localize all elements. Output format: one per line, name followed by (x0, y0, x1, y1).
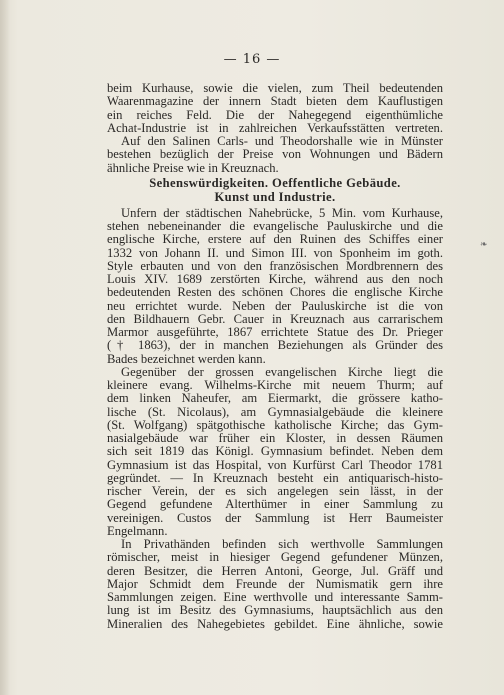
text-line: bedeutenden Resten des schönen Chores die englische Kirche (107, 285, 443, 300)
text-line: vereinigen. Custos der Sammlung ist Herr Baumeister (107, 510, 443, 525)
text-line: ähnliche Preise wie in Kreuznach. (107, 160, 279, 175)
text-line: lung ist im Besitz des Gymnasiums, hauptsächlich aus den (107, 603, 443, 618)
text-line: Gegenüber der grossen evangelischen Kirche liegt die (121, 364, 443, 379)
text-line: Gegend gefundene Alterthümer in einer Sammlung zu (107, 497, 443, 512)
paragraph-buildings (107, 366, 443, 538)
text-line: Marmor ausgeführte, 1867 errichtete Statue des Dr. Prieger (107, 325, 443, 339)
text-line: römischer, meist in hiesiger Gegend gefundener Münzen, (107, 550, 443, 565)
section-subheading: Kunst und Industrie. (214, 190, 336, 205)
text-line: gegründet. — In Kreuznach besteht ein antiquarisch-histo- (107, 470, 443, 485)
text-line: Gymnasium ist das Hospital, von Kurfürst Carl Theodor 1781 (107, 457, 443, 472)
text-line: dem linken Naheufer, am Eiermarkt, die grössere katho- (107, 391, 443, 406)
text-line: deren Besitzer, die Herren Antoni, George, Jul. Gräff und (107, 563, 443, 578)
text-line: Louis XIV. 1689 zerstörten Kirche, während aus den noch (107, 272, 443, 286)
text-line: Sammlungen zeigen. Eine werthvolle und interessante Samm- (107, 590, 443, 604)
text-line: bestehen bezüglich der Preise von Wohnungen und Bädern (107, 147, 443, 162)
text-line: Major Schmidt dem Freunde der Numismatik gern ihre (107, 576, 443, 591)
text-line: Unfern der städtischen Nahebrücke, 5 Min. vom Kurhause, (121, 205, 443, 220)
margin-mark-icon: ❧ (480, 240, 488, 250)
text-line: Waarenmagazine der innern Stadt bieten dem Kauflustigen (107, 94, 443, 109)
text-line: den Bildhauern Gebr. Cauer in Kreuznach aus carrarischem (107, 311, 443, 326)
section-heading: Sehenswürdigkeiten. Oeffentliche Gebäude. (149, 175, 401, 190)
text-line: (St. Wolfgang) spätgothische katholische Kirche; das Gym- (107, 417, 443, 432)
text-line: stehen nebeneinander die evangelische Pauluskirche und die (107, 219, 443, 233)
text-line: englische Kirche, erstere auf den Ruinen des Schiffes einer (107, 232, 443, 247)
page-number: — 16 — (223, 52, 281, 67)
text-block (107, 82, 443, 631)
text-line: sich seit 1819 das Königl. Gymnasium befindet. Neben dem (107, 444, 443, 459)
text-line: († 1863), der in manchen Beziehungen als Gründer des (107, 338, 443, 353)
text-line: rischer Verein, der es sich angelegen sein lässt, in der (107, 484, 443, 498)
text-line: Style erbauten und von den französischen Mordbrennern des (107, 258, 443, 273)
page-binding-shadow (0, 0, 10, 695)
text-line: ein reiches Feld. Die der Nahegegend eigenthümliche (107, 107, 443, 122)
paragraph-collections (107, 538, 443, 631)
text-line: 1332 von Johann II. und Simon III. von Sponheim im goth. (107, 245, 443, 260)
text-line: In Privathänden befinden sich werthvolle Sammlungen (121, 537, 443, 551)
text-line: nasialgebäude war früher ein Kloster, in dessen Räumen (107, 431, 443, 445)
text-line: lische (St. Nicolaus), am Gymnasialgebäude die kleinere (107, 404, 443, 419)
text-line: Auf den Salinen Carls- und Theodorshalle wie in Münster (121, 134, 443, 148)
text-line: neu errichtet wurde. Neben der Pauluskirche ist die von (107, 298, 443, 313)
paragraph-churches (107, 207, 443, 366)
text-line: Achat-Industrie ist in zahlreichen Verkaufsstätten vertreten. (107, 120, 443, 135)
text-line: Engelmann. (107, 523, 168, 538)
text-line: Bades bezeichnet werden kann. (107, 351, 266, 366)
text-line: kleinere evang. Wilhelms-Kirche mit neuem Thurm; auf (107, 378, 443, 392)
text-line: Mineralien des Nahegebietes gebildet. Eine ähnliche, sowie (107, 616, 443, 631)
paragraph-shopping (107, 82, 443, 175)
text-line: beim Kurhause, sowie die vielen, zum Theil bedeutenden (107, 81, 443, 95)
